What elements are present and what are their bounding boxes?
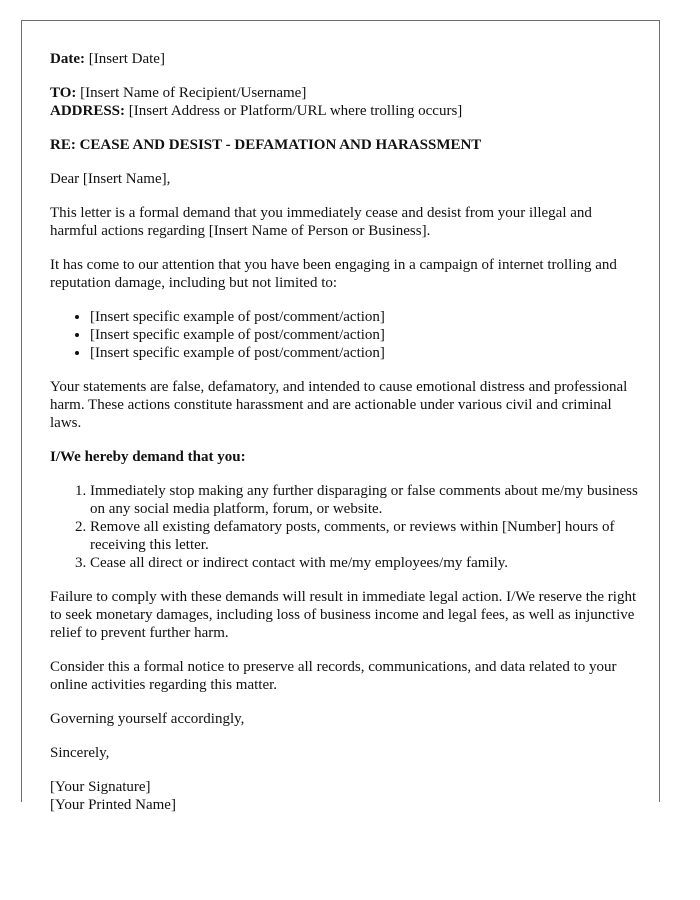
example-item: • [Insert specific example of post/comment/action] (90, 344, 640, 362)
example-item: • [Insert specific example of post/comment/action] (90, 308, 640, 326)
paragraph-attention: It has come to our attention that you have been engaging in a campaign of internet trolling and reputation damage, including but not limited to: (50, 257, 617, 291)
closing-line: Governing yourself accordingly, (50, 711, 245, 727)
paragraph-preserve: Consider this a formal notice to preserve all records, communications, and data related to your online activities regarding this matter. (50, 659, 617, 693)
address-label: ADDRESS: (50, 103, 126, 119)
letter-page (21, 20, 660, 813)
paragraph-failure: Failure to comply with these demands will result in immediate legal action. I/We reserve the right to seek monetary damages, including loss of business income and legal fees, as well as injunctive relief to prevent further harm. (50, 589, 637, 641)
printed-name: [Your Printed Name] (50, 797, 176, 813)
example-item: • [Insert specific example of post/comment/action] (90, 326, 640, 344)
demand-item: 3. Cease all direct or indirect contact with me/my employees/my family. (90, 554, 640, 572)
date-value: [Insert Date] (84, 51, 165, 67)
paragraph-statements: Your statements are false, defamatory, and intended to cause emotional distress and professional harm. These actions constitute harassment and are actionable under various civil and criminal laws. (50, 379, 628, 431)
address-line (50, 102, 640, 120)
address-value: [Insert Address or Platform/URL where trolling occurs] (125, 103, 463, 119)
demand-item: 2. Remove all existing defamatory posts, comments, or reviews within [Number] hours of receiving this letter. (90, 518, 640, 554)
re-subject: RE: CEASE AND DESIST - DEFAMATION AND HARASSMENT (50, 137, 482, 153)
signature: [Your Signature] (50, 779, 151, 795)
to-value: [Insert Name of Recipient/Username] (76, 85, 307, 101)
examples-list (50, 308, 640, 362)
demand-heading-line (50, 448, 640, 466)
date-line (50, 50, 640, 68)
letter-body (50, 50, 640, 814)
demand-heading: I/We hereby demand that you: (50, 449, 246, 465)
demands-list (50, 482, 640, 572)
date-label: Date: (50, 51, 85, 67)
paragraph-intro: This letter is a formal demand that you immediately cease and desist from your illegal and harmful actions regarding [Insert Name of Person or Business]. (50, 205, 592, 239)
salutation: Dear [Insert Name], (50, 171, 171, 187)
re-line (50, 136, 640, 154)
sign-off: Sincerely, (50, 745, 110, 761)
to-label: TO: (50, 85, 77, 101)
to-line (50, 84, 640, 102)
demand-item: 1. Immediately stop making any further disparaging or false comments about me/my business on any social media platform, forum, or website. (90, 482, 640, 518)
